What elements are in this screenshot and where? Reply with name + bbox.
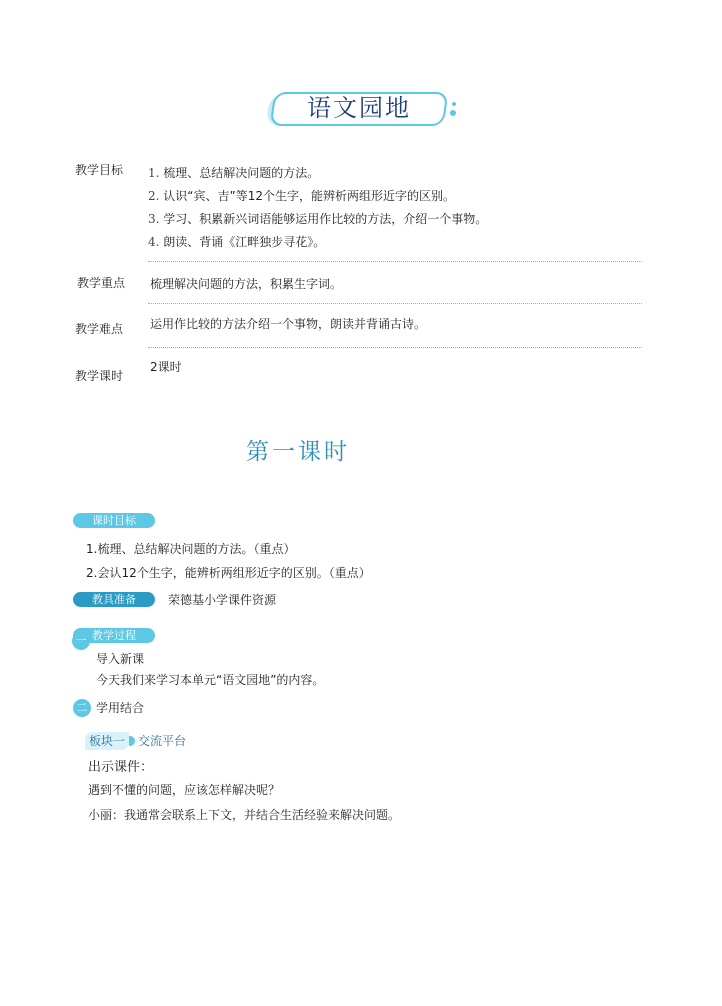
objective-number: 4. — [148, 235, 160, 249]
difficulties-text: 运用作比较的方法介绍一个事物，朗读并背诵古诗。 — [150, 317, 427, 331]
lesson-goals-pill: 课时目标 — [73, 513, 155, 528]
banner-dot-large — [450, 110, 456, 116]
content-line-1: 出示课件： — [88, 760, 154, 775]
lesson-heading: 第一课时 — [246, 439, 350, 465]
key-points-label: 教学重点 — [77, 275, 125, 293]
content-line-2: 遇到不懂的问题，应该怎样解决呢？ — [88, 783, 281, 797]
title-banner — [266, 90, 462, 130]
objective-number: 1. — [148, 166, 160, 180]
objective-item — [148, 185, 487, 208]
difficulties-label: 教学难点 — [75, 321, 123, 339]
step-2-number: 二 — [73, 699, 91, 717]
block-tag: 板块一 — [85, 732, 129, 750]
teaching-aids-text: 荣德基小学课件资源 — [168, 593, 277, 607]
step-1-title: 导入新课 — [96, 652, 145, 666]
divider — [148, 261, 642, 262]
banner-dot-small — [452, 102, 456, 106]
objectives-label: 教学目标 — [75, 162, 123, 180]
objective-number: 3. — [148, 212, 160, 226]
objective-text: 学习、积累新兴词语能够运用作比较的方法，介绍一个事物。 — [163, 212, 488, 226]
objective-text: 认识“宾、吉”等12个生字，能辨析两组形近字的区别。 — [163, 189, 455, 203]
objective-text: 梳理、总结解决问题的方法。 — [163, 166, 320, 180]
step-1-text: 今天我们来学习本单元“语文园地”的内容。 — [96, 673, 325, 687]
lesson-goal-1: 1.梳理、总结解决问题的方法。（重点） — [86, 542, 296, 556]
divider — [148, 347, 642, 348]
divider — [148, 303, 642, 304]
content-line-3: 小丽：我通常会联系上下文，并结合生活经验来解决问题。 — [88, 808, 401, 822]
teaching-aids-pill: 教具准备 — [73, 592, 155, 607]
periods-text: 2课时 — [150, 360, 182, 374]
objective-item — [148, 231, 487, 254]
step-1-number: 一 — [72, 632, 90, 650]
objective-item — [148, 162, 487, 185]
page-title: 语文园地 — [307, 94, 411, 122]
objective-text: 朗读、背诵《江畔独步寻花》。 — [163, 235, 326, 249]
objective-number: 2. — [148, 189, 160, 203]
objectives-list — [148, 162, 487, 254]
lesson-goal-2: 2.会认12个生字，能辨析两组形近字的区别。（重点） — [86, 566, 371, 580]
periods-label: 教学课时 — [75, 368, 123, 386]
key-points-text: 梳理解决问题的方法，积累生字词。 — [150, 277, 343, 291]
objective-item — [148, 208, 487, 231]
process-label: 教学过程 — [92, 629, 136, 642]
block-title: 交流平台 — [138, 734, 187, 748]
step-2-title: 学用结合 — [96, 701, 145, 715]
